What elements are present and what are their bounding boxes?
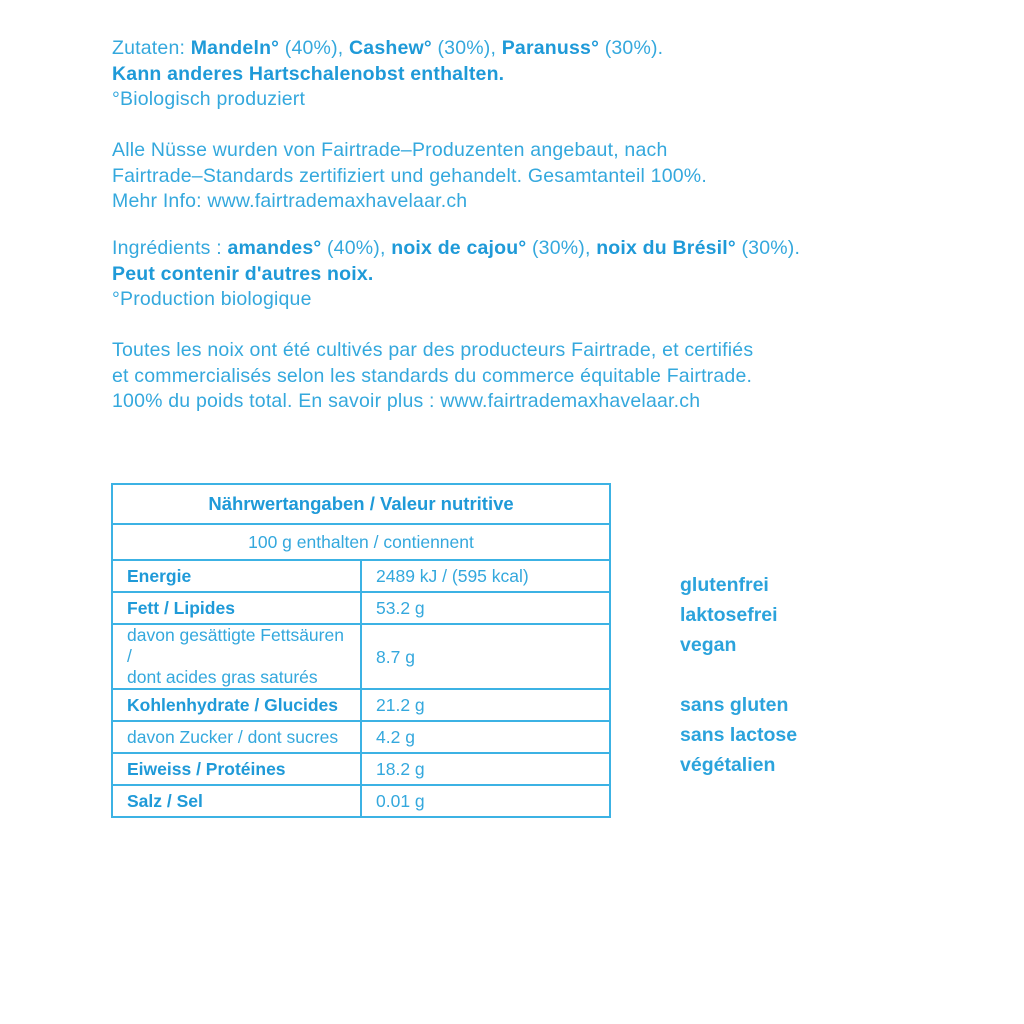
claim-vegan-french: végétalien: [680, 754, 776, 776]
ingredient-almonds-percent-german: (40%),: [279, 37, 350, 59]
fairtrade-url-german: Mehr Info: www.fairtrademaxhavelaar.ch: [112, 190, 468, 213]
ingredient-brazilnut-percent-french: (30%).: [735, 237, 801, 259]
dietary-claims-french: [680, 690, 797, 780]
nutrient-label-protein: Eiweiss / Protéines: [112, 753, 361, 785]
fairtrade-url-french: 100% du poids total. En savoir plus : www.fairtrademaxhavelaar.ch: [112, 390, 701, 413]
nutrient-value-carbohydrates: 21.2 g: [361, 689, 610, 721]
ingredient-brazilnut-german: Paranuss°: [501, 37, 600, 59]
table-row: [112, 689, 610, 721]
nutrient-label-sugars: davon Zucker / dont sucres: [112, 721, 361, 753]
nutrient-value-sugars: 4.2 g: [361, 721, 610, 753]
ingredient-almonds-french: amandes°: [227, 237, 322, 259]
nutrient-label-energy: Energie: [112, 560, 361, 592]
nutrient-value-fat: 53.2 g: [361, 592, 610, 624]
claim-lactose-free-german: laktosefrei: [680, 604, 778, 626]
fairtrade-line2-french: et commercialisés selon les standards du commerce équitable Fairtrade.: [112, 364, 753, 387]
ingredients-block-french: [112, 236, 800, 313]
ingredient-cashew-percent-german: (30%),: [431, 37, 502, 59]
ingredient-almonds-german: Mandeln°: [190, 37, 280, 59]
nutrient-label-fat: Fett / Lipides: [112, 592, 361, 624]
ingredient-cashew-percent-french: (30%),: [526, 237, 597, 259]
organic-note-german: °Biologisch produziert: [112, 88, 306, 111]
allergen-warning-french: Peut contenir d'autres noix.: [112, 262, 374, 285]
ingredient-almonds-percent-french: (40%),: [321, 237, 392, 259]
fairtrade-block-german: [112, 138, 707, 215]
allergen-warning-german: Kann anderes Hartschalenobst enthalten.: [112, 62, 505, 85]
nutrient-label-salt: Salz / Sel: [112, 785, 361, 817]
table-row-title: [112, 484, 610, 524]
ingredient-cashew-french: noix de cajou°: [391, 237, 527, 259]
table-row: [112, 753, 610, 785]
nutrition-serving-size: 100 g enthalten / contiennent: [112, 524, 610, 560]
organic-note-french: °Production biologique: [112, 288, 312, 311]
nutrient-label-saturated-fat-line2: dont acides gras saturés: [127, 667, 318, 687]
dietary-claims-german: [680, 570, 778, 660]
table-row: [112, 592, 610, 624]
nutrient-value-salt: 0.01 g: [361, 785, 610, 817]
fairtrade-line1-german: Alle Nüsse wurden von Fairtrade–Produzenten angebaut, nach: [112, 139, 668, 161]
claim-gluten-free-french: sans gluten: [680, 694, 789, 716]
ingredients-line-french: [112, 236, 800, 262]
ingredients-prefix-french: Ingrédients :: [112, 237, 228, 259]
fairtrade-block-french: [112, 338, 753, 415]
nutrient-value-energy: 2489 kJ / (595 kcal): [361, 560, 610, 592]
table-row-serving: [112, 524, 610, 560]
claim-lactose-free-french: sans lactose: [680, 724, 798, 746]
ingredient-brazilnut-french: noix du Brésil°: [596, 237, 736, 259]
table-row: [112, 624, 610, 689]
fairtrade-line2-german: Fairtrade–Standards zertifiziert und gehandelt. Gesamtanteil 100%.: [112, 164, 707, 187]
table-row: [112, 721, 610, 753]
nutrient-label-saturated-fat-line1: davon gesättigte Fettsäuren /: [127, 625, 344, 666]
nutrient-label-saturated-fat: [112, 624, 361, 689]
ingredient-brazilnut-percent-german: (30%).: [599, 37, 664, 59]
ingredients-prefix-german: Zutaten:: [112, 37, 191, 59]
ingredient-cashew-german: Cashew°: [349, 37, 432, 59]
nutrient-label-carbohydrates: Kohlenhydrate / Glucides: [112, 689, 361, 721]
nutrient-value-protein: 18.2 g: [361, 753, 610, 785]
nutrition-table: [111, 483, 611, 818]
claim-gluten-free-german: glutenfrei: [680, 574, 769, 596]
fairtrade-line1-french: Toutes les noix ont été cultivés par des producteurs Fairtrade, et certifiés: [112, 339, 754, 361]
ingredients-line-german: [112, 36, 663, 62]
table-row: [112, 560, 610, 592]
nutrient-value-saturated-fat: 8.7 g: [361, 624, 610, 689]
ingredients-block-german: [112, 36, 663, 113]
nutrition-table-title: Nährwertangaben / Valeur nutritive: [112, 484, 610, 524]
claim-vegan-german: vegan: [680, 634, 737, 656]
table-row: [112, 785, 610, 817]
